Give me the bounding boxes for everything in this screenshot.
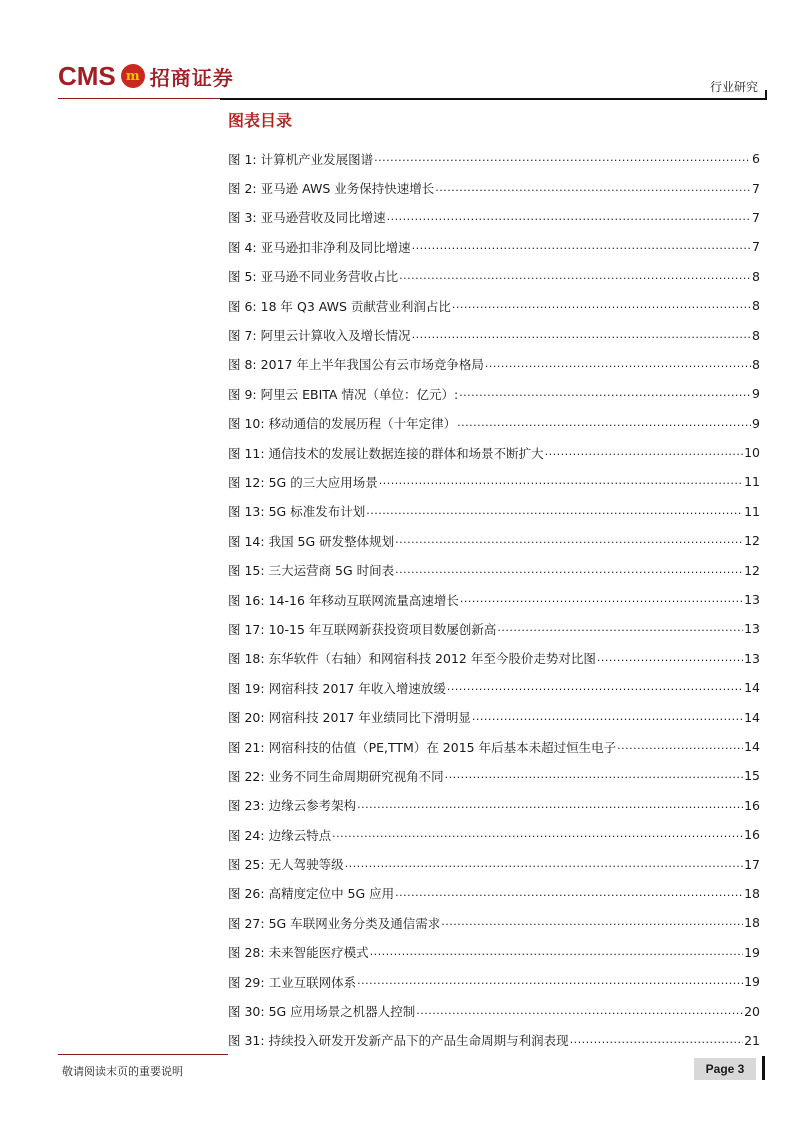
toc-figure-number: 图 28: (228, 945, 265, 961)
toc-dot-leader (399, 269, 751, 282)
toc-entry[interactable] (228, 761, 760, 790)
toc-dot-leader (332, 827, 743, 840)
toc-page-number: 19 (744, 974, 760, 990)
toc-entry[interactable] (228, 879, 760, 908)
toc-figure-title: 5G 应用场景之机器人控制 (268, 1004, 416, 1020)
toc-figure-number: 图 5: (228, 269, 257, 285)
toc-page-number: 7 (752, 239, 760, 255)
toc-entry-label (228, 444, 544, 462)
toc-figure-number: 图 31: (228, 1033, 265, 1049)
toc-figure-title: 业务不同生命周期研究视角不同 (268, 768, 444, 784)
toc-figure-title: 通信技术的发展让数据连接的群体和场景不断扩大 (268, 445, 544, 461)
toc-dot-leader (345, 857, 744, 870)
toc-figure-number: 图 20: (228, 710, 265, 726)
toc-figure-title: 10-15 年互联网新获投资项目数屡创新高 (268, 621, 497, 637)
toc-entry-label (228, 267, 398, 285)
toc-page-number: 9 (752, 386, 760, 402)
toc-page-number: 8 (752, 298, 760, 314)
toc-dot-leader (435, 181, 751, 194)
toc-entry[interactable] (228, 409, 760, 438)
toc-entry[interactable] (228, 291, 760, 320)
toc-figure-number: 图 8: (228, 357, 257, 373)
toc-entry-label (228, 649, 596, 667)
toc-figure-number: 图 1: (228, 151, 257, 167)
toc-entry[interactable] (228, 350, 760, 379)
toc-dot-leader (545, 445, 744, 458)
toc-entry-label (228, 355, 484, 373)
toc-figure-title: 亚马逊营收及同比增速 (260, 210, 386, 226)
page-header (0, 0, 800, 102)
toc-figure-title: 5G 的三大应用场景 (268, 474, 378, 490)
toc-figure-title: 亚马逊扣非净利及同比增速 (260, 239, 411, 255)
toc-entry[interactable] (228, 908, 760, 937)
toc-entry[interactable] (228, 732, 760, 761)
toc-dot-leader (457, 416, 751, 429)
toc-title: 图表目录 (228, 111, 293, 130)
toc-figure-title: 阿里云 EBITA 情况（单位：亿元）: (260, 386, 459, 402)
toc-page-number: 18 (744, 915, 760, 931)
toc-page-number: 9 (752, 415, 760, 431)
toc-figure-number: 图 25: (228, 857, 265, 873)
toc-figure-title: 东华软件（右轴）和网宿科技 2012 年至今股价走势对比图 (268, 651, 596, 667)
toc-entry[interactable] (228, 702, 760, 731)
toc-figure-number: 图 22: (228, 768, 265, 784)
toc-figure-number: 图 6: (228, 298, 257, 314)
toc-figure-title: 我国 5G 研发整体规划 (268, 533, 395, 549)
toc-figure-number: 图 24: (228, 827, 265, 843)
toc-dot-leader (459, 386, 751, 399)
toc-entry-label (228, 914, 440, 932)
toc-entry[interactable] (228, 497, 760, 526)
toc-figure-number: 图 21: (228, 739, 265, 755)
toc-entry-label (228, 767, 444, 785)
toc-entry-label (228, 679, 446, 697)
toc-dot-leader (460, 592, 743, 605)
toc-entry[interactable] (228, 1026, 760, 1055)
toc-figure-title: 三大运营商 5G 时间表 (268, 563, 395, 579)
toc-entry[interactable] (228, 791, 760, 820)
logo-company-name: 招商证券 (149, 65, 234, 90)
toc-figure-number: 图 16: (228, 592, 265, 608)
toc-figure-title: 2017 年上半年我国公有云市场竞争格局 (260, 357, 484, 373)
toc-dot-leader (395, 563, 743, 576)
toc-figure-title: 亚马逊不同业务营收占比 (260, 269, 399, 285)
toc-dot-leader (395, 886, 743, 899)
toc-entry-label (228, 884, 394, 902)
logo-cms-text: CMS (58, 60, 116, 91)
toc-page-number: 13 (744, 592, 760, 608)
toc-dot-leader (387, 210, 751, 223)
toc-figure-title: 14-16 年移动互联网流量高速增长 (268, 592, 459, 608)
toc-entry-label (228, 326, 411, 344)
toc-page-number: 8 (752, 268, 760, 284)
toc-figure-title: 未来智能医疗模式 (268, 945, 369, 961)
toc-dot-leader (416, 1004, 743, 1017)
toc-page-number: 13 (744, 621, 760, 637)
toc-dot-leader (452, 298, 751, 311)
toc-page-number: 8 (752, 356, 760, 372)
toc-figure-title: 无人驾驶等级 (268, 857, 344, 873)
toc-entry[interactable] (228, 320, 760, 349)
toc-figure-title: 5G 标准发布计划 (268, 504, 366, 520)
toc-page-number: 16 (744, 827, 760, 843)
toc-entry-label (228, 385, 458, 403)
toc-figure-number: 图 29: (228, 974, 265, 990)
toc-entry[interactable] (228, 203, 760, 232)
toc-page-number: 14 (744, 680, 760, 696)
toc-list (228, 144, 760, 1055)
toc-page-number: 11 (744, 474, 760, 490)
toc-figure-number: 图 13: (228, 504, 265, 520)
toc-dot-leader (412, 328, 751, 341)
toc-page-number: 15 (744, 768, 760, 784)
toc-figure-number: 图 26: (228, 886, 265, 902)
toc-figure-number: 图 12: (228, 474, 265, 490)
toc-page-number: 16 (744, 797, 760, 813)
toc-figure-title: 边缘云特点 (268, 827, 332, 843)
toc-dot-leader (617, 739, 743, 752)
toc-page-number: 7 (752, 180, 760, 196)
toc-entry[interactable] (228, 173, 760, 202)
toc-entry[interactable] (228, 144, 760, 173)
toc-entry-label (228, 208, 386, 226)
toc-dot-leader (357, 974, 743, 987)
toc-entry[interactable] (228, 644, 760, 673)
toc-entry-label (228, 238, 411, 256)
toc-page-number: 21 (744, 1032, 760, 1048)
toc-entry-label (228, 855, 344, 873)
toc-figure-title: 工业互联网体系 (268, 974, 357, 990)
toc-figure-title: 网宿科技的估值（PE,TTM）在 2015 年后基本未超过恒生电子 (268, 739, 617, 755)
toc-figure-number: 图 15: (228, 563, 265, 579)
toc-figure-number: 图 19: (228, 680, 265, 696)
toc-dot-leader (374, 151, 751, 164)
toc-entry[interactable] (228, 967, 760, 996)
toc-figure-number: 图 17: (228, 621, 265, 637)
toc-figure-number: 图 30: (228, 1004, 265, 1020)
toc-entry[interactable] (228, 996, 760, 1025)
toc-figure-number: 图 2: (228, 181, 257, 197)
toc-figure-title: 计算机产业发展图谱 (260, 151, 374, 167)
page-number-bar (762, 1056, 765, 1080)
company-logo (58, 60, 234, 92)
toc-dot-leader (379, 474, 743, 487)
toc-entry[interactable] (228, 438, 760, 467)
toc-entry-label (228, 943, 369, 961)
toc-entry[interactable] (228, 232, 760, 261)
toc-figure-number: 图 10: (228, 416, 265, 432)
toc-entry-label (228, 591, 459, 609)
toc-dot-leader (412, 239, 751, 252)
toc-entry[interactable] (228, 820, 760, 849)
footer-divider (58, 1054, 228, 1055)
toc-figure-title: 网宿科技 2017 年业绩同比下滑明显 (268, 710, 471, 726)
toc-figure-title: 5G 车联网业务分类及通信需求 (268, 915, 441, 931)
toc-page-number: 8 (752, 327, 760, 343)
toc-entry-label (228, 150, 373, 168)
page-number: Page 3 (694, 1058, 756, 1080)
footer-disclaimer: 敬请阅读末页的重要说明 (62, 1065, 183, 1078)
toc-page-number: 11 (744, 503, 760, 519)
toc-entry-label (228, 708, 471, 726)
toc-entry[interactable] (228, 849, 760, 878)
toc-entry[interactable] (228, 614, 760, 643)
toc-figure-number: 图 4: (228, 239, 257, 255)
toc-entry[interactable] (228, 262, 760, 291)
report-section: 行业研究 (709, 80, 758, 94)
toc-entry-label (228, 473, 378, 491)
toc-entry-label (228, 826, 331, 844)
toc-entry-label (228, 738, 616, 756)
toc-page-number: 7 (752, 209, 760, 225)
toc-figure-number: 图 27: (228, 915, 265, 931)
toc-page-number: 12 (744, 562, 760, 578)
toc-dot-leader (485, 357, 751, 370)
toc-dot-leader (357, 798, 743, 811)
header-divider-right (220, 98, 765, 100)
toc-entry-label (228, 561, 394, 579)
toc-dot-leader (445, 768, 744, 781)
toc-figure-title: 阿里云计算收入及增长情况 (260, 328, 411, 344)
toc-dot-leader (570, 1033, 744, 1046)
toc-figure-title: 网宿科技 2017 年收入增速放缓 (268, 680, 446, 696)
toc-dot-leader (497, 621, 743, 634)
toc-page-number: 17 (744, 856, 760, 872)
logo-badge-icon: m (121, 64, 145, 88)
toc-figure-title: 高精度定位中 5G 应用 (268, 886, 395, 902)
toc-entry[interactable] (228, 526, 760, 555)
toc-entry-label (228, 1031, 569, 1049)
toc-figure-number: 图 23: (228, 798, 265, 814)
toc-figure-title: 持续投入研发开发新产品下的产品生命周期与利润表现 (268, 1033, 569, 1049)
toc-dot-leader (441, 915, 743, 928)
toc-entry-label (228, 179, 434, 197)
toc-dot-leader (472, 710, 743, 723)
toc-page-number: 20 (744, 1003, 760, 1019)
toc-figure-title: 亚马逊 AWS 业务保持快速增长 (260, 181, 435, 197)
toc-page-number: 10 (744, 445, 760, 461)
toc-entry[interactable] (228, 585, 760, 614)
toc-page-number: 14 (744, 739, 760, 754)
toc-dot-leader (395, 533, 743, 546)
toc-figure-number: 图 11: (228, 445, 265, 461)
toc-entry-label (228, 796, 356, 814)
toc-page-number: 14 (744, 709, 760, 725)
toc-dot-leader (597, 651, 743, 664)
toc-entry[interactable] (228, 467, 760, 496)
toc-entry-label (228, 1002, 415, 1020)
toc-page-number: 18 (744, 885, 760, 901)
toc-figure-number: 图 7: (228, 328, 257, 344)
toc-dot-leader (370, 945, 744, 958)
toc-entry-label (228, 414, 456, 432)
toc-entry[interactable] (228, 938, 760, 967)
toc-figure-number: 图 14: (228, 533, 265, 549)
toc-figure-number: 图 18: (228, 651, 265, 667)
toc-entry-label (228, 502, 365, 520)
toc-entry-label (228, 532, 394, 550)
toc-page-number: 19 (744, 944, 760, 960)
toc-entry[interactable] (228, 555, 760, 584)
toc-entry[interactable] (228, 673, 760, 702)
toc-dot-leader (447, 680, 743, 693)
toc-dot-leader (366, 504, 743, 517)
toc-page-number: 6 (752, 151, 760, 167)
toc-figure-number: 图 9: (228, 386, 257, 402)
toc-page-number: 12 (744, 533, 760, 549)
toc-entry-label (228, 973, 356, 991)
header-divider-tick (765, 90, 767, 100)
toc-figure-title: 18 年 Q3 AWS 贡献营业利润占比 (260, 298, 451, 314)
toc-figure-title: 边缘云参考架构 (268, 798, 357, 814)
toc-entry-label (228, 297, 451, 315)
toc-figure-title: 移动通信的发展历程（十年定律） (268, 416, 457, 432)
toc-entry-label (228, 620, 496, 638)
toc-figure-number: 图 3: (228, 210, 257, 226)
toc-page-number: 13 (744, 650, 760, 666)
toc-entry[interactable] (228, 379, 760, 408)
